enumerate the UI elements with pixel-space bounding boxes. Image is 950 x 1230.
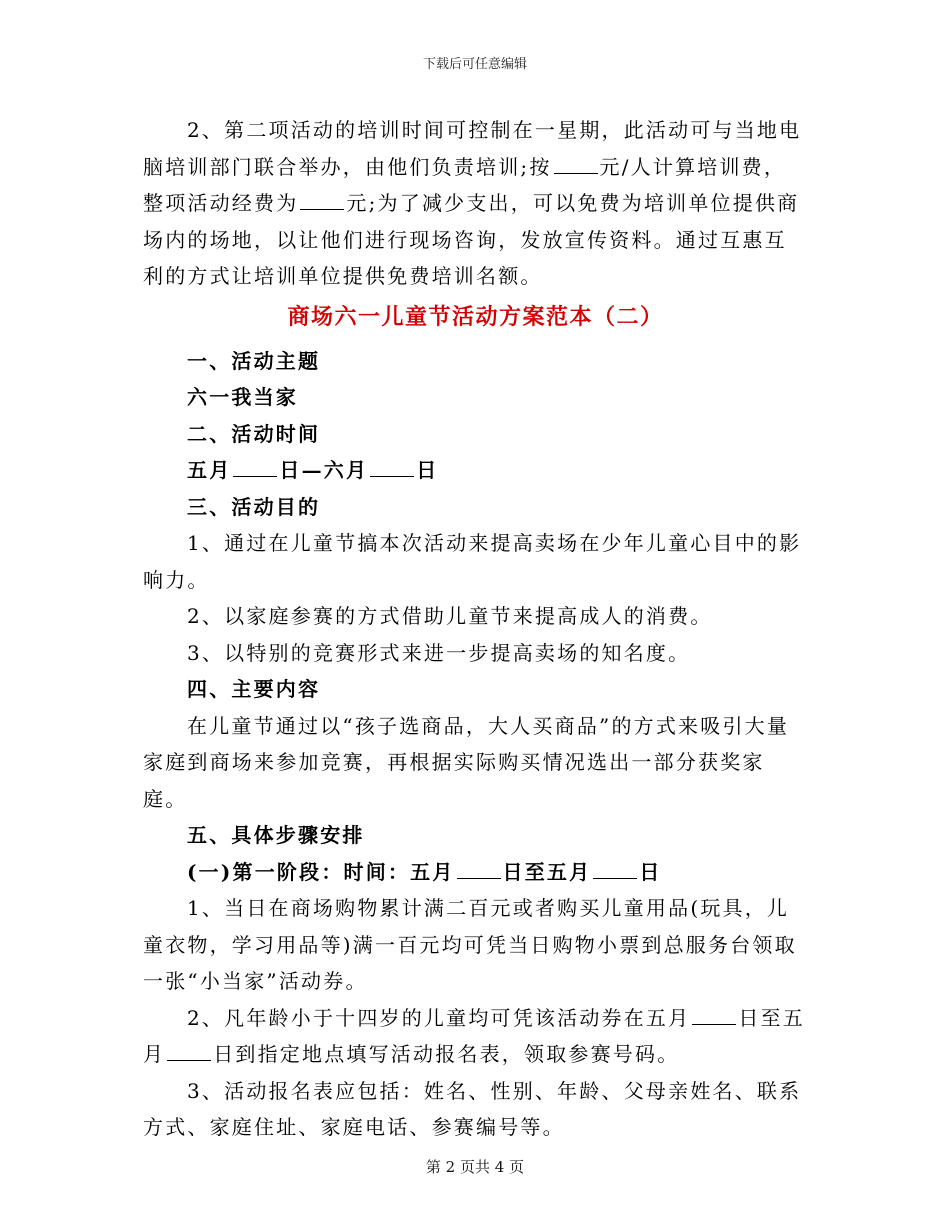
heading-theme: 一、活动主题 [187, 348, 321, 373]
heading-purpose: 三、活动目的 [187, 494, 321, 519]
purpose-3: 3、以特别的竞赛形式来进一步提高卖场的知名度。 [187, 640, 691, 665]
heading-steps: 五、具体步骤安排 [187, 823, 365, 847]
heading-content: 四、主要内容 [187, 677, 321, 701]
signup-start-blank [692, 1006, 736, 1025]
time-text-part-2: 日—六月 [279, 458, 369, 482]
section-title: 商场六一儿童节活动方案范本（二） [287, 303, 664, 330]
stage-text-part-3: 日 [639, 859, 662, 884]
start-day-blank [233, 458, 277, 477]
signup-end-blank [167, 1042, 211, 1061]
time-value [143, 452, 808, 489]
step-2 [143, 1000, 808, 1073]
budget-blank [300, 191, 344, 210]
stage-end-blank [593, 860, 637, 879]
page-header: 下载后可任意编辑 [422, 57, 527, 72]
step2-text-part-3: 日到指定地点填写活动报名表，领取参赛号码。 [213, 1042, 680, 1066]
stage-text-part-2: 日至五月 [502, 859, 592, 884]
time-text-part-3: 日 [416, 458, 439, 482]
step2-text-part-1: 2、凡年龄小于十四岁的儿童均可凭该活动券在五月 [187, 1005, 691, 1030]
training-text-part-2: 元/人计算培训费，整项活动经费为 [143, 154, 787, 215]
document-body [143, 112, 808, 1146]
main-content-paragraph: 在儿童节通过以“孩子选商品，大人买商品”的方式来吸引大量家庭到商场来参加竞赛，再根据实际购买情况选出一部分获奖家庭。 [143, 713, 790, 811]
theme-value: 六一我当家 [187, 385, 298, 409]
training-text-part-3: 元;为了减少支出，可以免费为培训单位提供商场内的场地，以让他们进行现场咨询，发放宣传资料。通过互惠互利的方式让培训单位提供免费培训名额。 [143, 191, 800, 288]
step-1: 1、当日在商场购物累计满二百元或者购买儿童用品(玩具，儿童衣物，学习用品等)满一百元均可凭当日购物小票到总服务台领取一张“小当家”活动券。 [143, 896, 797, 993]
page-footer: 第 2 页共 4 页 [425, 1158, 525, 1176]
step-3: 3、活动报名表应包括：姓名、性别、年龄、父母亲姓名、联系方式、家庭住址、家庭电话、参赛编号等。 [143, 1078, 802, 1139]
stage-1-heading [143, 854, 808, 891]
purpose-1: 1、通过在儿童节搞本次活动来提高卖场在少年儿童心目中的影响力。 [143, 531, 802, 592]
time-text-part-1: 五月 [187, 458, 232, 482]
stage-text-part-1: (一)第一阶段：时间：五月 [187, 859, 455, 884]
purpose-2: 2、以家庭参赛的方式借助儿童节来提高成人的消费。 [187, 604, 713, 628]
heading-time: 二、活动时间 [187, 421, 321, 446]
fee-blank [554, 155, 598, 174]
training-text-part-1: 2、第二项活动的培训时间可控制在一星期，此活动可与当地电脑培训部门联合举办，由他们负责培训;按 [143, 118, 802, 179]
step2-text-part-2: 日至五月 [143, 1005, 805, 1066]
stage-start-blank [457, 860, 501, 879]
training-paragraph [143, 112, 808, 295]
end-day-blank [370, 458, 414, 477]
